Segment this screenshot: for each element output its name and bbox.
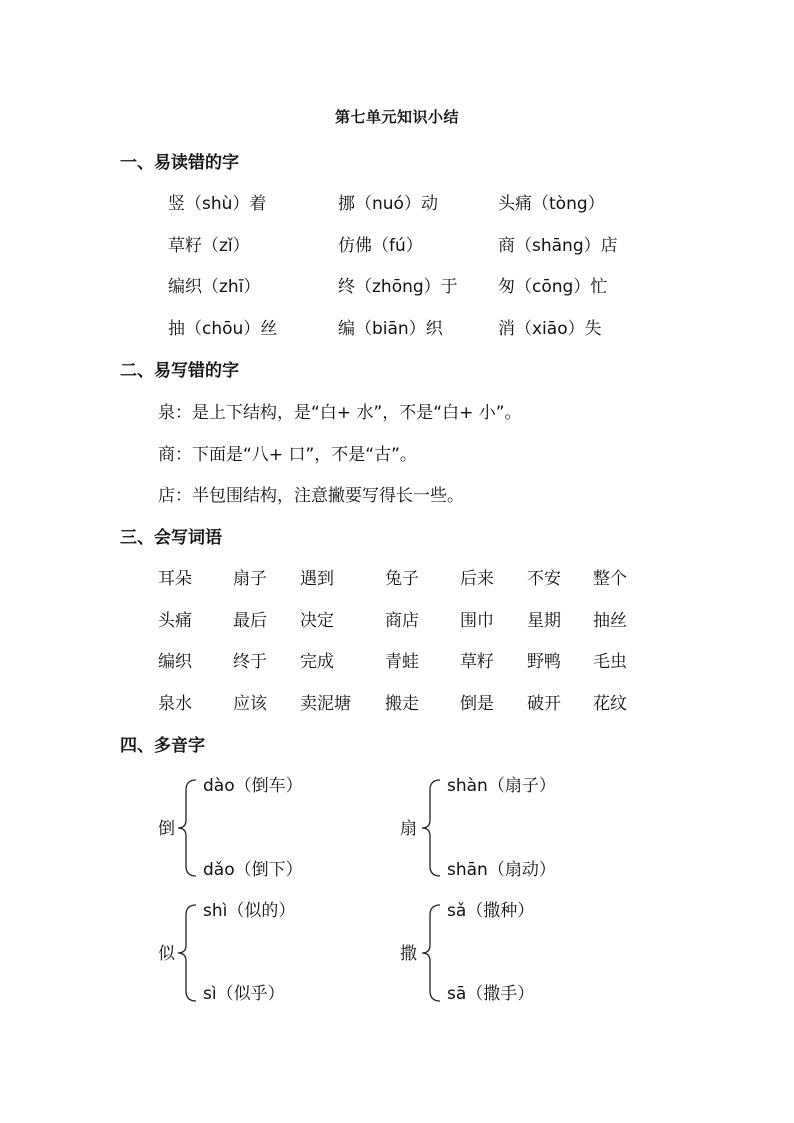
miswritten-note: 商：下面是“八+ 口”，不是“古”。 [158,445,417,465]
polyphone-character: 撒 [400,944,417,964]
misread-item: 挪（nuó）动 [338,194,438,214]
misread-item: 商（shāng）店 [498,236,618,256]
polyphone-reading: shān（扇动） [447,860,556,880]
miswritten-note: 店：半包围结构，注意撇要写得长一些。 [158,486,464,506]
curly-brace-icon [176,903,198,1003]
polyphone-character: 似 [158,944,175,964]
misread-item: 终（zhōng）于 [338,277,458,297]
polyphone-reading: shàn（扇子） [447,776,556,796]
miswritten-note: 泉：是上下结构，是“白+ 水”，不是“白+ 小”。 [158,403,522,423]
misread-item: 草籽（zǐ） [168,236,250,256]
vocab-word: 扇子 [233,569,267,589]
polyphone-reading: shì（似的） [203,901,296,921]
section-heading-misread: 一、易读错的字 [120,153,239,173]
misread-item: 仿佛（fú） [338,236,423,256]
vocab-word: 完成 [300,652,334,672]
misread-item: 竖（shù）着 [168,194,267,214]
vocab-word: 搬走 [385,694,419,714]
curly-brace-icon [420,903,442,1003]
vocab-word: 卖泥塘 [300,694,351,714]
vocab-word: 破开 [527,694,561,714]
section-heading-vocabulary: 三、会写词语 [120,528,222,548]
polyphone-reading: dǎo（倒下） [203,860,303,880]
polyphone-reading: sā（撒手） [447,984,535,1004]
polyphone-reading: sǎ（撒种） [447,901,535,921]
section-heading-miswritten: 二、易写错的字 [120,361,239,381]
page-title: 第七单元知识小结 [334,108,459,126]
vocab-word: 抽丝 [593,611,627,631]
misread-item: 头痛（tòng） [498,194,605,214]
curly-brace-icon [176,778,198,878]
polyphone-character: 扇 [400,819,417,839]
section-heading-polyphones: 四、多音字 [120,736,205,756]
curly-brace-icon [420,778,442,878]
vocab-word: 终于 [233,652,267,672]
vocab-word: 遇到 [300,569,334,589]
vocab-word: 野鸭 [527,652,561,672]
vocab-word: 应该 [233,694,267,714]
misread-item: 编（biān）织 [338,319,443,339]
vocab-word: 星期 [527,611,561,631]
vocab-word: 青蛙 [385,652,419,672]
vocab-word: 决定 [300,611,334,631]
vocab-word: 泉水 [158,694,192,714]
vocab-word: 头痛 [158,611,192,631]
misread-item: 抽（chōu）丝 [168,319,278,339]
misread-item: 消（xiāo）失 [498,319,602,339]
vocab-word: 商店 [385,611,419,631]
vocab-word: 耳朵 [158,569,192,589]
vocab-word: 整个 [593,569,627,589]
vocab-word: 花纹 [593,694,627,714]
vocab-word: 后来 [460,569,494,589]
vocab-word: 围巾 [460,611,494,631]
misread-item: 编织（zhī） [168,277,261,297]
vocab-word: 不安 [527,569,561,589]
polyphone-reading: dào（倒车） [203,776,303,796]
vocab-word: 草籽 [460,652,494,672]
vocab-word: 最后 [233,611,267,631]
vocab-word: 倒是 [460,694,494,714]
misread-item: 匆（cōng）忙 [498,277,608,297]
vocab-word: 编织 [158,652,192,672]
polyphone-reading: sì（似乎） [203,984,285,1004]
vocab-word: 兔子 [385,569,419,589]
vocab-word: 毛虫 [593,652,627,672]
polyphone-character: 倒 [158,819,175,839]
